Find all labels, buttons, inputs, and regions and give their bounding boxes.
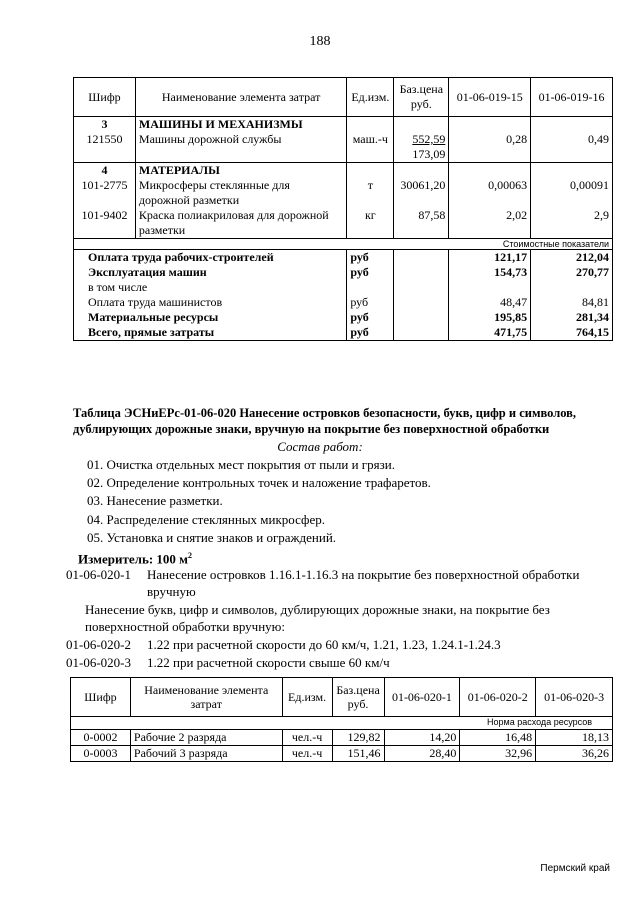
header-unit: Ед.изм. [282, 678, 332, 717]
resource-table-2 [70, 677, 613, 762]
group-text: Нанесение букв, цифр и символов, дублирующих дорожные знаки, на покрытие без [85, 602, 550, 617]
cost-row: Оплата труда рабочих-строителей руб 121,17 212,04 [74, 250, 613, 266]
header-price: Баз.цена руб. [394, 78, 449, 117]
table-title-line1: Таблица ЭСНиЕРс-01-06-020 Нанесение островков безопасности, букв, цифр и символов, [73, 406, 577, 420]
table-row: 0-0003 Рабочий 3 разряда чел.-ч 151,46 28,40 32,96 36,26 [71, 746, 613, 762]
section-row: 4 МАТЕРИАЛЫ [74, 163, 613, 179]
footer-region: Пермский край [540, 863, 610, 874]
item-code: 01-06-020-1 [66, 567, 131, 582]
table-title-line2: дублирующих дорожные знаки, вручную на покрытие без поверхностной обработки [73, 422, 550, 436]
header-code: Шифр [71, 678, 131, 717]
table-row: 101-9402 Краска полиакриловая для дорожной разметки кг 87,58 2,02 2,9 [74, 208, 613, 239]
table-row: 101-2775 Микросферы стеклянные для дорожной разметки т 30061,20 0,00063 0,00091 [74, 178, 613, 208]
cost-row: Оплата труда машинистов руб 48,47 84,81 [74, 295, 613, 310]
work-item: 01. Очистка отдельных мест покрытия от пыли и грязи. [87, 457, 395, 472]
header-name: Наименование элемента затрат [130, 678, 282, 717]
header-col1: 01-06-019-15 [449, 78, 531, 117]
item-text: 1.22 при расчетной скорости до 60 км/ч, 1.21, 1.23, 1.24.1-1.24.3 [147, 637, 501, 652]
table-header-row [74, 78, 613, 117]
item-text: 1.22 при расчетной скорости свыше 60 км/ч [147, 655, 390, 670]
cost-row: Материальные ресурсы руб 195,85 281,34 [74, 310, 613, 325]
section-row: 3 МАШИНЫ И МЕХАНИЗМЫ [74, 117, 613, 133]
header-col2: 01-06-020-2 [460, 678, 536, 717]
page-number: 188 [309, 34, 331, 49]
cost-row: Всего, прямые затраты руб 471,75 764,15 [74, 325, 613, 341]
item-text: вручную [147, 584, 196, 599]
header-col1: 01-06-020-1 [384, 678, 460, 717]
norm-header-row: Норма расхода ресурсов [71, 717, 613, 730]
table-row: 0-0002 Рабочие 2 разряда чел.-ч 129,82 14,20 16,48 18,13 [71, 730, 613, 746]
group-text: поверхностной обработки вручную: [85, 619, 286, 634]
header-name: Наименование элемента затрат [135, 78, 346, 117]
item-text: Нанесение островков 1.16.1-1.16.3 на покрытие без поверхностной обработки [147, 567, 580, 582]
work-item: 02. Определение контрольных точек и наложение трафаретов. [87, 475, 431, 490]
work-item: 03. Нанесение разметки. [87, 493, 223, 508]
resource-table-1 [73, 77, 613, 341]
work-item: 05. Установка и снятие знаков и ограждений. [87, 530, 337, 545]
item-code: 01-06-020-2 [66, 637, 131, 652]
work-item: 04. Распределение стеклянных микросфер. [87, 512, 325, 527]
table-header-row [71, 678, 613, 717]
header-unit: Ед.изм. [347, 78, 394, 117]
header-price: Баз.цена руб. [332, 678, 384, 717]
table-row: 121550 Машины дорожной службы маш.-ч 552,59 173,09 0,28 0,49 [74, 132, 613, 163]
header-code: Шифр [74, 78, 136, 117]
item-code: 01-06-020-3 [66, 655, 131, 670]
header-col3: 01-06-020-3 [536, 678, 613, 717]
cost-row: в том числе [74, 280, 613, 295]
cost-header-row: Стоимостные показатели [74, 239, 613, 250]
cost-row: Эксплуатация машин руб 154,73 270,77 [74, 265, 613, 280]
work-heading: Состав работ: [277, 439, 363, 454]
measure-unit: Измеритель: 100 $м^2$ [78, 551, 193, 567]
header-col2: 01-06-019-16 [531, 78, 613, 117]
